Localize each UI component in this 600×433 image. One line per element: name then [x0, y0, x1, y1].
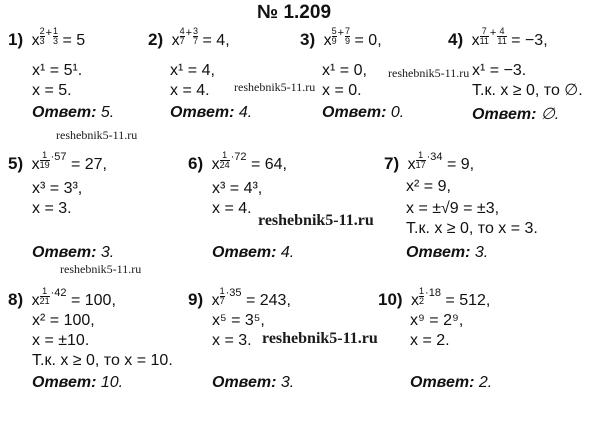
solution-line: x = 3.	[32, 200, 72, 217]
answer: Ответ: 3.	[32, 244, 115, 261]
exponent: $\frac{2}{3}$ + $\frac{1}{3}$	[39, 26, 59, 46]
answer: Ответ: 10.	[32, 374, 124, 391]
problem-number: 1)	[8, 30, 24, 49]
solution-line: x¹ = 0,	[322, 62, 367, 79]
problem-4: 4) x $\frac{7}{11}$ + $\frac{4}{11}$ = −3,	[448, 26, 548, 49]
solution-line: Т.к. x ≥ 0, то x = 10.	[32, 352, 173, 369]
page-title: № 1.209	[257, 2, 332, 23]
solution-line: x⁵ = 3⁵,	[212, 312, 265, 329]
solution-line: x = 2.	[410, 332, 450, 349]
solution-line: x = 4.	[212, 200, 252, 217]
answer: Ответ: 2.	[410, 374, 493, 391]
exponent: $\frac{1}{7}$ ·35	[219, 286, 242, 306]
answer: Ответ: 3.	[212, 374, 295, 391]
solution-line: Т.к. x ≥ 0, то ∅.	[472, 82, 583, 99]
watermark: reshebnik5-11.ru	[388, 66, 470, 80]
exponent: $\frac{1}{21}$ ·42	[39, 286, 67, 306]
problem-7: 7) x $\frac{1}{17}$ ·34 = 9,	[384, 150, 475, 173]
solution-line: x³ = 3³,	[32, 180, 83, 197]
exponent: $\frac{1}{17}$ ·34	[415, 150, 443, 170]
problem-3: 3) x $\frac{5}{9}$ + $\frac{7}{9}$ = 0,	[300, 26, 382, 49]
exponent: $\frac{7}{11}$ + $\frac{4}{11}$	[479, 26, 507, 46]
exponent: $\frac{4}{7}$ + $\frac{3}{7}$	[179, 26, 199, 46]
answer: Ответ: 3.	[406, 244, 489, 261]
watermark: reshebnik5-11.ru	[56, 128, 138, 142]
watermark: reshebnik5-11.ru	[234, 80, 316, 94]
watermark: reshebnik5-11.ru	[262, 330, 378, 347]
exponent: $\frac{1}{24}$ ·72	[219, 150, 247, 170]
solution-line: x = 0.	[322, 82, 362, 99]
solution-line: x = ±√9 = ±3,	[406, 200, 500, 217]
watermark: reshebnik5-11.ru	[258, 212, 374, 229]
problem-9: 9) x $\frac{1}{7}$ ·35 = 243,	[188, 286, 291, 309]
answer: Ответ: 4.	[170, 104, 253, 121]
solution-line: x¹ = 4,	[170, 62, 215, 79]
answer: Ответ: 0.	[322, 104, 405, 121]
problem-5: 5) x $\frac{1}{19}$ ·57 = 27,	[8, 150, 107, 173]
problem-2: 2) x $\frac{4}{7}$ + $\frac{3}{7}$ = 4,	[148, 26, 230, 49]
exponent: $\frac{5}{9}$ + $\frac{7}{9}$	[331, 26, 351, 46]
answer: Ответ: 5.	[32, 104, 115, 121]
solution-line: Т.к. x ≥ 0, то x = 3.	[406, 220, 538, 237]
watermark: reshebnik5-11.ru	[60, 262, 142, 276]
exponent: $\frac{1}{19}$ ·57	[39, 150, 67, 170]
solution-line: x = 4.	[170, 82, 210, 99]
solution-line: x¹ = −3.	[472, 62, 527, 79]
problem-1: 1) x $\frac{2}{3}$ + $\frac{1}{3}$ = 5	[8, 26, 86, 49]
solution-line: x² = 9,	[406, 178, 451, 195]
problem-10: 10) x $\frac{1}{2}$ ·18 = 512,	[378, 286, 491, 309]
exponent: $\frac{1}{2}$ ·18	[419, 286, 441, 306]
solution-line: x³ = 4³,	[212, 180, 263, 197]
solution-line: x² = 100,	[32, 312, 95, 329]
answer: Ответ: 4.	[212, 244, 295, 261]
answer: Ответ: ∅.	[472, 106, 560, 123]
solution-line: x = 3.	[212, 332, 252, 349]
problem-8: 8) x $\frac{1}{21}$ ·42 = 100,	[8, 286, 116, 309]
solution-line: x = ±10.	[32, 332, 90, 349]
problem-6: 6) x $\frac{1}{24}$ ·72 = 64,	[188, 150, 287, 173]
solution-line: x⁹ = 2⁹,	[410, 312, 464, 329]
solution-line: x¹ = 5¹.	[32, 62, 83, 79]
solution-line: x = 5.	[32, 82, 72, 99]
